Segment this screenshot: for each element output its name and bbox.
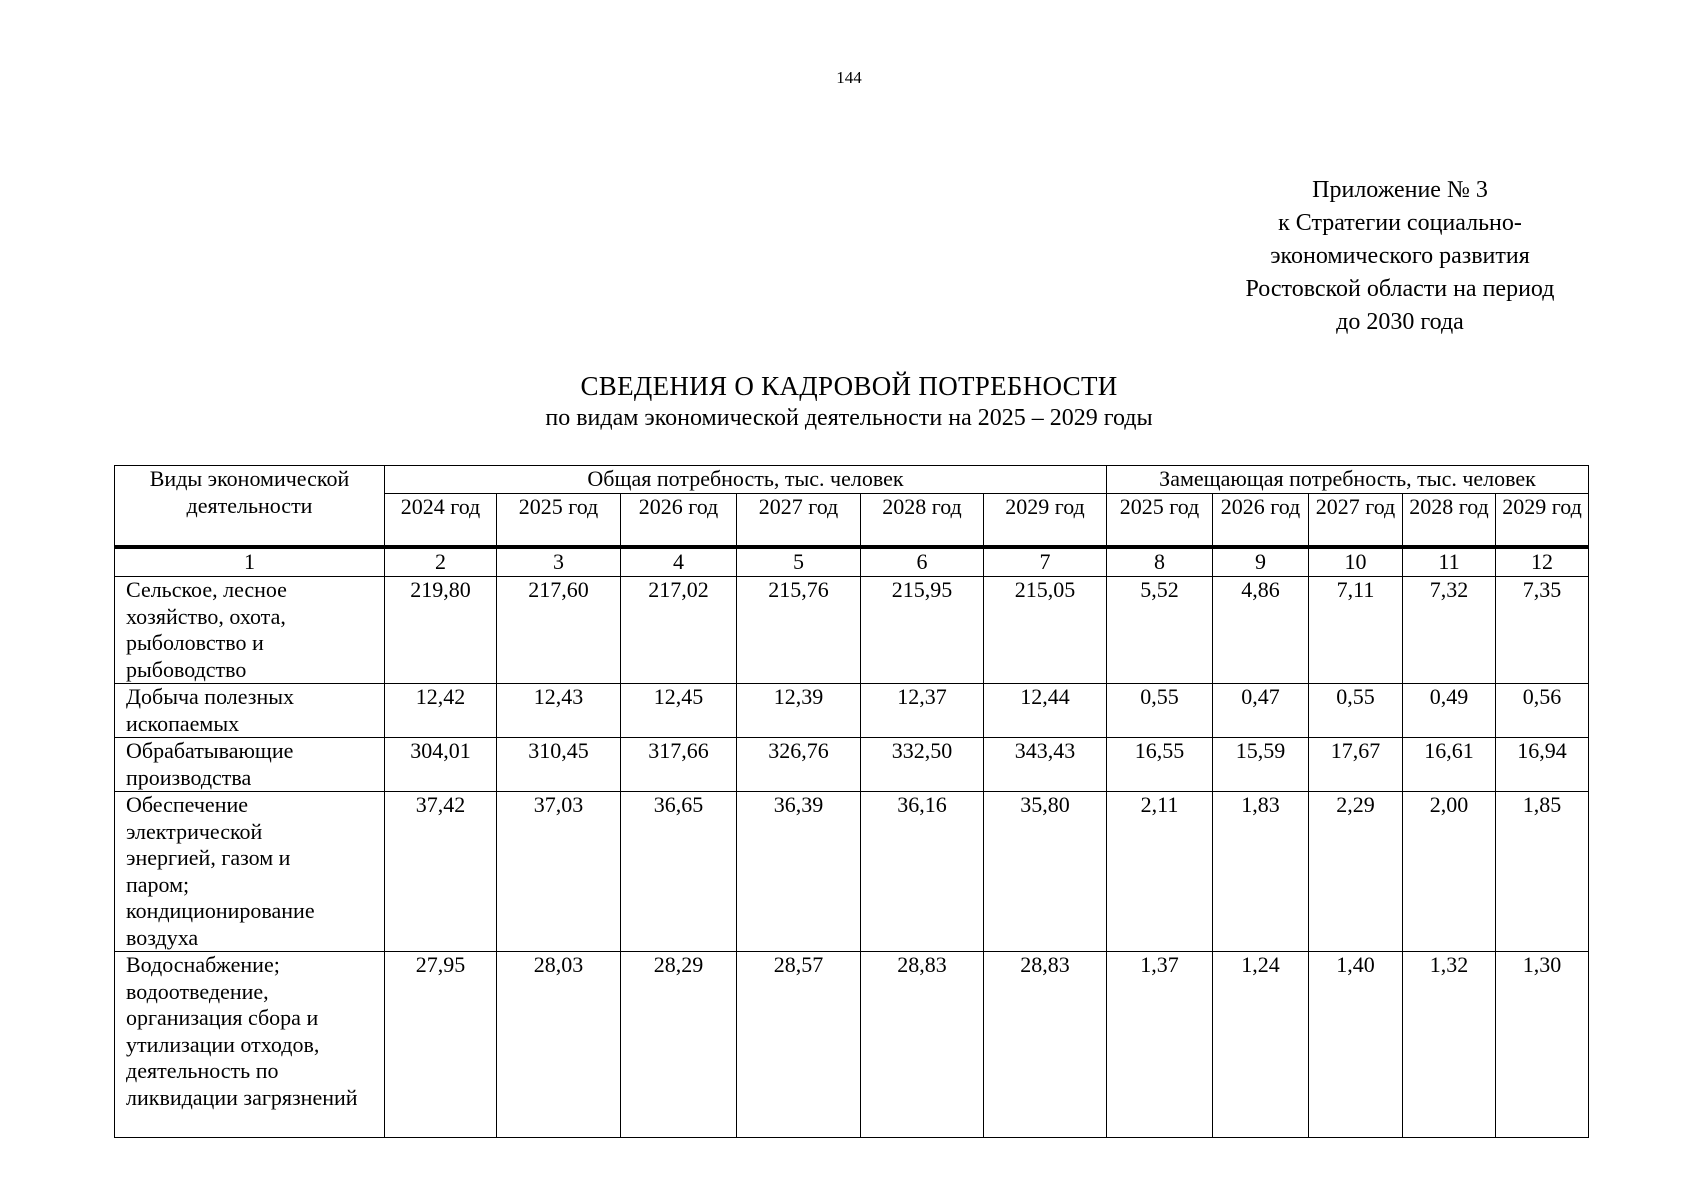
value-cell: 0,49 — [1403, 684, 1496, 738]
column-number: 11 — [1403, 547, 1496, 577]
column-number: 5 — [737, 547, 861, 577]
value-cell: 215,95 — [861, 577, 984, 684]
title-main: СВЕДЕНИЯ О КАДРОВОЙ ПОТРЕБНОСТИ — [580, 371, 1118, 401]
column-number: 9 — [1213, 547, 1309, 577]
table-row — [115, 738, 1589, 792]
header-general-need: Общая потребность, тыс. человек — [385, 466, 1107, 494]
value-cell: 16,61 — [1403, 738, 1496, 792]
value-cell: 28,03 — [497, 952, 621, 1138]
value-cell: 12,39 — [737, 684, 861, 738]
table-row — [115, 792, 1589, 952]
value-cell: 304,01 — [385, 738, 497, 792]
value-cell: 317,66 — [621, 738, 737, 792]
header-year: 2025 год — [1107, 493, 1213, 547]
value-cell: 0,55 — [1309, 684, 1403, 738]
value-cell: 12,45 — [621, 684, 737, 738]
value-cell: 2,11 — [1107, 792, 1213, 952]
appendix-line: Ростовской области на период — [1245, 276, 1555, 302]
column-number: 10 — [1309, 547, 1403, 577]
value-cell: 7,11 — [1309, 577, 1403, 684]
column-number: 12 — [1496, 547, 1589, 577]
value-cell: 28,83 — [861, 952, 984, 1138]
value-cell: 343,43 — [984, 738, 1107, 792]
activity-name: Сельское, лесное хозяйство, охота, рыболовство и рыбоводство — [115, 577, 385, 684]
value-cell: 15,59 — [1213, 738, 1309, 792]
value-cell: 12,43 — [497, 684, 621, 738]
header-year: 2027 год — [1309, 493, 1403, 547]
appendix-line: до 2030 года — [1336, 309, 1464, 335]
appendix-line: Приложение № 3 — [1312, 177, 1488, 203]
value-cell: 16,94 — [1496, 738, 1589, 792]
value-cell: 0,56 — [1496, 684, 1589, 738]
value-cell: 215,76 — [737, 577, 861, 684]
value-cell: 332,50 — [861, 738, 984, 792]
value-cell: 1,24 — [1213, 952, 1309, 1138]
value-cell: 1,85 — [1496, 792, 1589, 952]
header-year: 2028 год — [861, 493, 984, 547]
table-row — [115, 952, 1589, 1138]
value-cell: 2,00 — [1403, 792, 1496, 952]
value-cell: 5,52 — [1107, 577, 1213, 684]
column-number: 8 — [1107, 547, 1213, 577]
appendix-line: экономического развития — [1270, 243, 1530, 269]
column-number-row — [115, 547, 1589, 577]
header-year: 2026 год — [1213, 493, 1309, 547]
value-cell: 16,55 — [1107, 738, 1213, 792]
value-cell: 7,35 — [1496, 577, 1589, 684]
value-cell: 36,39 — [737, 792, 861, 952]
value-cell: 7,32 — [1403, 577, 1496, 684]
value-cell: 2,29 — [1309, 792, 1403, 952]
appendix-note — [1200, 174, 1600, 339]
value-cell: 17,67 — [1309, 738, 1403, 792]
activity-name: Добыча полезных ископаемых — [115, 684, 385, 738]
value-cell: 1,30 — [1496, 952, 1589, 1138]
header-year: 2026 год — [621, 493, 737, 547]
value-cell: 1,32 — [1403, 952, 1496, 1138]
header-year: 2025 год — [497, 493, 621, 547]
header-replacement-need: Замещающая потребность, тыс. человек — [1107, 466, 1589, 494]
document-title — [0, 370, 1698, 434]
column-number: 1 — [115, 547, 385, 577]
title-subtitle: по видам экономической деятельности на 2025 – 2029 годы — [545, 405, 1153, 431]
column-number: 2 — [385, 547, 497, 577]
column-number: 4 — [621, 547, 737, 577]
value-cell: 219,80 — [385, 577, 497, 684]
value-cell: 12,37 — [861, 684, 984, 738]
activity-name: Обеспечение электрической энергией, газом и паром; кондиционирование воздуха — [115, 792, 385, 952]
header-year: 2027 год — [737, 493, 861, 547]
value-cell: 28,83 — [984, 952, 1107, 1138]
value-cell: 310,45 — [497, 738, 621, 792]
header-year: 2029 год — [1496, 493, 1589, 547]
header-year: 2029 год — [984, 493, 1107, 547]
activity-name: Обрабатывающие производства — [115, 738, 385, 792]
value-cell: 12,44 — [984, 684, 1107, 738]
value-cell: 35,80 — [984, 792, 1107, 952]
value-cell: 28,29 — [621, 952, 737, 1138]
table-row — [115, 684, 1589, 738]
value-cell: 37,42 — [385, 792, 497, 952]
activity-name: Водоснабжение; водоотведение, организация сбора и утилизации отходов, деятельность по ликвидации загрязнений — [115, 952, 385, 1138]
header-year: 2024 год — [385, 493, 497, 547]
value-cell: 1,83 — [1213, 792, 1309, 952]
value-cell: 215,05 — [984, 577, 1107, 684]
value-cell: 37,03 — [497, 792, 621, 952]
value-cell: 12,42 — [385, 684, 497, 738]
value-cell: 0,47 — [1213, 684, 1309, 738]
value-cell: 36,16 — [861, 792, 984, 952]
header-activity: Виды экономической деятельности — [115, 466, 385, 548]
value-cell: 1,37 — [1107, 952, 1213, 1138]
page-number: 144 — [836, 68, 862, 87]
value-cell: 1,40 — [1309, 952, 1403, 1138]
value-cell: 27,95 — [385, 952, 497, 1138]
appendix-line: к Стратегии социально- — [1278, 210, 1522, 236]
value-cell: 0,55 — [1107, 684, 1213, 738]
header-year: 2028 год — [1403, 493, 1496, 547]
staffing-table — [114, 465, 1589, 1138]
value-cell: 217,60 — [497, 577, 621, 684]
column-number: 3 — [497, 547, 621, 577]
table-row — [115, 577, 1589, 684]
value-cell: 217,02 — [621, 577, 737, 684]
column-number: 7 — [984, 547, 1107, 577]
value-cell: 36,65 — [621, 792, 737, 952]
value-cell: 4,86 — [1213, 577, 1309, 684]
value-cell: 28,57 — [737, 952, 861, 1138]
column-number: 6 — [861, 547, 984, 577]
value-cell: 326,76 — [737, 738, 861, 792]
